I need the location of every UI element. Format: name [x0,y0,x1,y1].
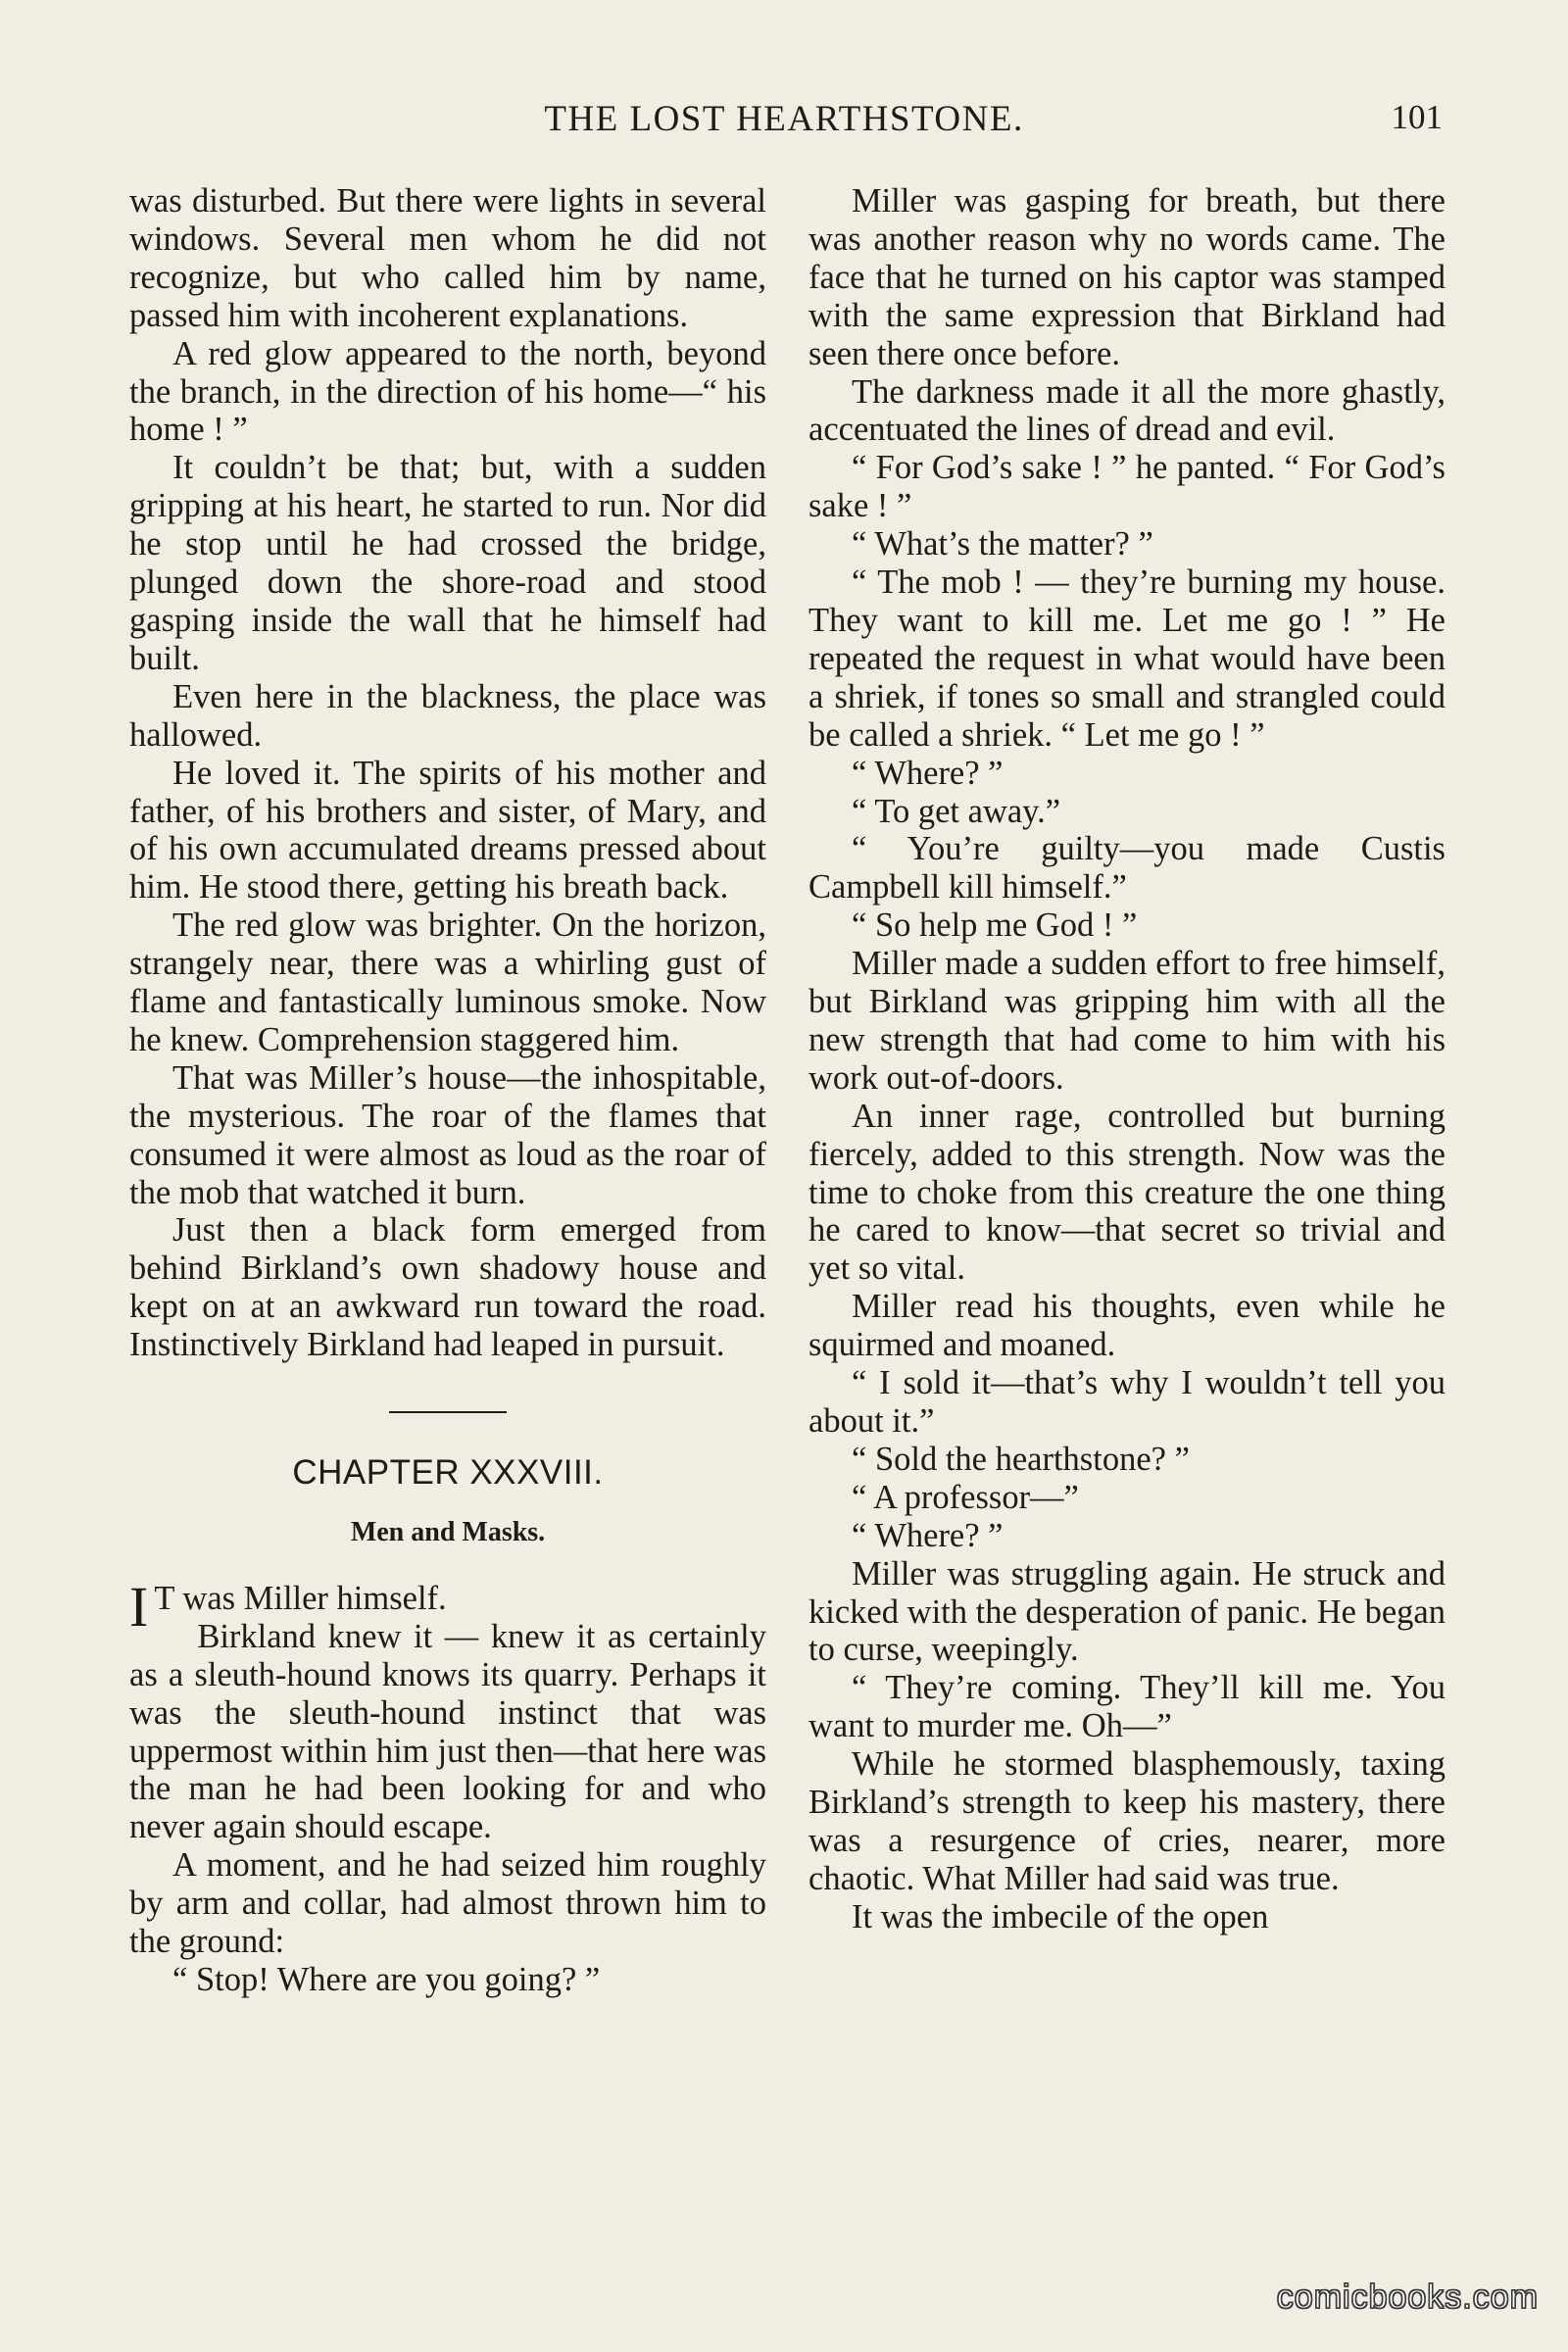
paragraph: “ Where? ” [852,754,1004,792]
paragraph: “ To get away.” [852,792,1061,830]
paragraph: Miller was gasping for breath, but there was another reason why no words came. The face that he turned on his captor was stamped with the same expression that Birkland had seen there once before. [808,182,1446,372]
paragraph: “ What’s the matter? ” [852,525,1153,564]
paragraph: “ For God’s sake ! ” he panted. “ For God’s sake ! ” [808,449,1446,525]
paragraph: was disturbed. But there were lights in several windows. Several men whom he did not recognize, but who called him by name, passed him with incoherent explanations. [129,182,766,334]
paragraph: A red glow appeared to the north, beyond the branch, in the direction of his home—“ his home ! ” [129,334,766,449]
paragraph: Even here in the blackness, the place was hallowed. [129,677,766,754]
paragraph: Miller made a sudden effort to free himself, but Birkland was gripping him with all the new strength that had come to him with his work out-of-doors. [808,945,1446,1097]
right-column [808,182,1446,1936]
paragraph: “ A professor—” [852,1478,1079,1516]
chapter-subtitle: Men and Masks. [350,1517,546,1547]
paragraph: The darkness made it all the more ghastly, accentuated the lines of dread and evil. [808,372,1446,449]
running-head [0,96,1568,147]
paragraph: An inner rage, controlled but burning fiercely, added to this strength. Now was the time to choke from this creature the one thing he cared to know—that secret so trivial and yet so vital. [808,1097,1446,1288]
paragraph-text: T was Miller himself. [154,1579,447,1617]
paragraph: “ You’re guilty—you made Custis Campbell kill himself.” [808,830,1446,906]
chapter-heading: CHAPTER XXXVIII. [292,1453,604,1493]
paragraph: The red glow was brighter. On the horizon, strangely near, there was a whirling gust of flame and fantastically luminous smoke. Now he knew. Comprehension staggered him. [129,906,766,1058]
page-number: 101 [1391,98,1443,136]
paragraph: While he stormed blasphemously, taxing Birkland’s strength to keep his mastery, there was a resurgence of cries, nearer, more chaotic. What Miller had said was true. [808,1745,1446,1897]
paragraph: “ Sold the hearthstone? ” [852,1440,1190,1478]
watermark: comicbooks.com [1276,2278,1539,2316]
paragraph: Just then a black form emerged from behind Birkland’s own shadowy house and kept on at an awkward run toward the road. Instinctively Birkland had leaped in pursuit. [129,1211,766,1364]
paragraph: “ Stop! Where are you going? ” [172,1960,601,1998]
chapter-divider [389,1411,507,1413]
paragraph: That was Miller’s house—the inhospitable, the mysterious. The roar of the flames that consumed it were almost as loud as the roar of the mob that watched it burn. [129,1058,766,1211]
paragraph: “ So help me God ! ” [852,906,1138,945]
paragraph: Miller read his thoughts, even while he squirmed and moaned. [808,1288,1446,1364]
chapter-opening-paragraph [129,1574,766,1639]
left-column [129,182,766,1999]
paragraph: He loved it. The spirits of his mother and father, of his brothers and sister, of Mary, and of his own accumulated dreams pressed about him. He stood there, getting his breath back. [129,754,766,906]
paragraph: “ The mob ! — they’re burning my house. They want to kill me. Let me go ! ” He repeated the request in what would have been a shriek, if tones so small and strangled could be called a shriek. “ Let me go ! ” [808,564,1446,754]
paragraph: “ I sold it—that’s why I wouldn’t tell you about it.” [808,1364,1446,1440]
running-title: THE LOST HEARTHSTONE. [544,99,1024,139]
paragraph: Miller was struggling again. He struck and kicked with the desperation of panic. He began to curse, weepingly. [808,1554,1446,1669]
paragraph: A moment, and he had seized him roughly by arm and collar, had almost thrown him to the ground: [129,1846,766,1961]
drop-cap: I [129,1574,149,1639]
paragraph: “ They’re coming. They’ll kill me. You want to murder me. Oh—” [808,1669,1446,1745]
paragraph: It was the imbecile of the open [852,1897,1269,1936]
paragraph: Birkland knew it — knew it as certainly as a sleuth-hound knows its quarry. Perhaps it was the sleuth-hound instinct that was uppermost within him just then—that here was the man he had been looking for and who never again should escape. [129,1617,766,1846]
paragraph: “ Where? ” [852,1516,1004,1554]
paragraph: It couldn’t be that; but, with a sudden gripping at his heart, he started to run. Nor did he stop until he had crossed the bridge, plunged down the shore-road and stood gasping inside the wall that he himself had built. [129,449,766,677]
